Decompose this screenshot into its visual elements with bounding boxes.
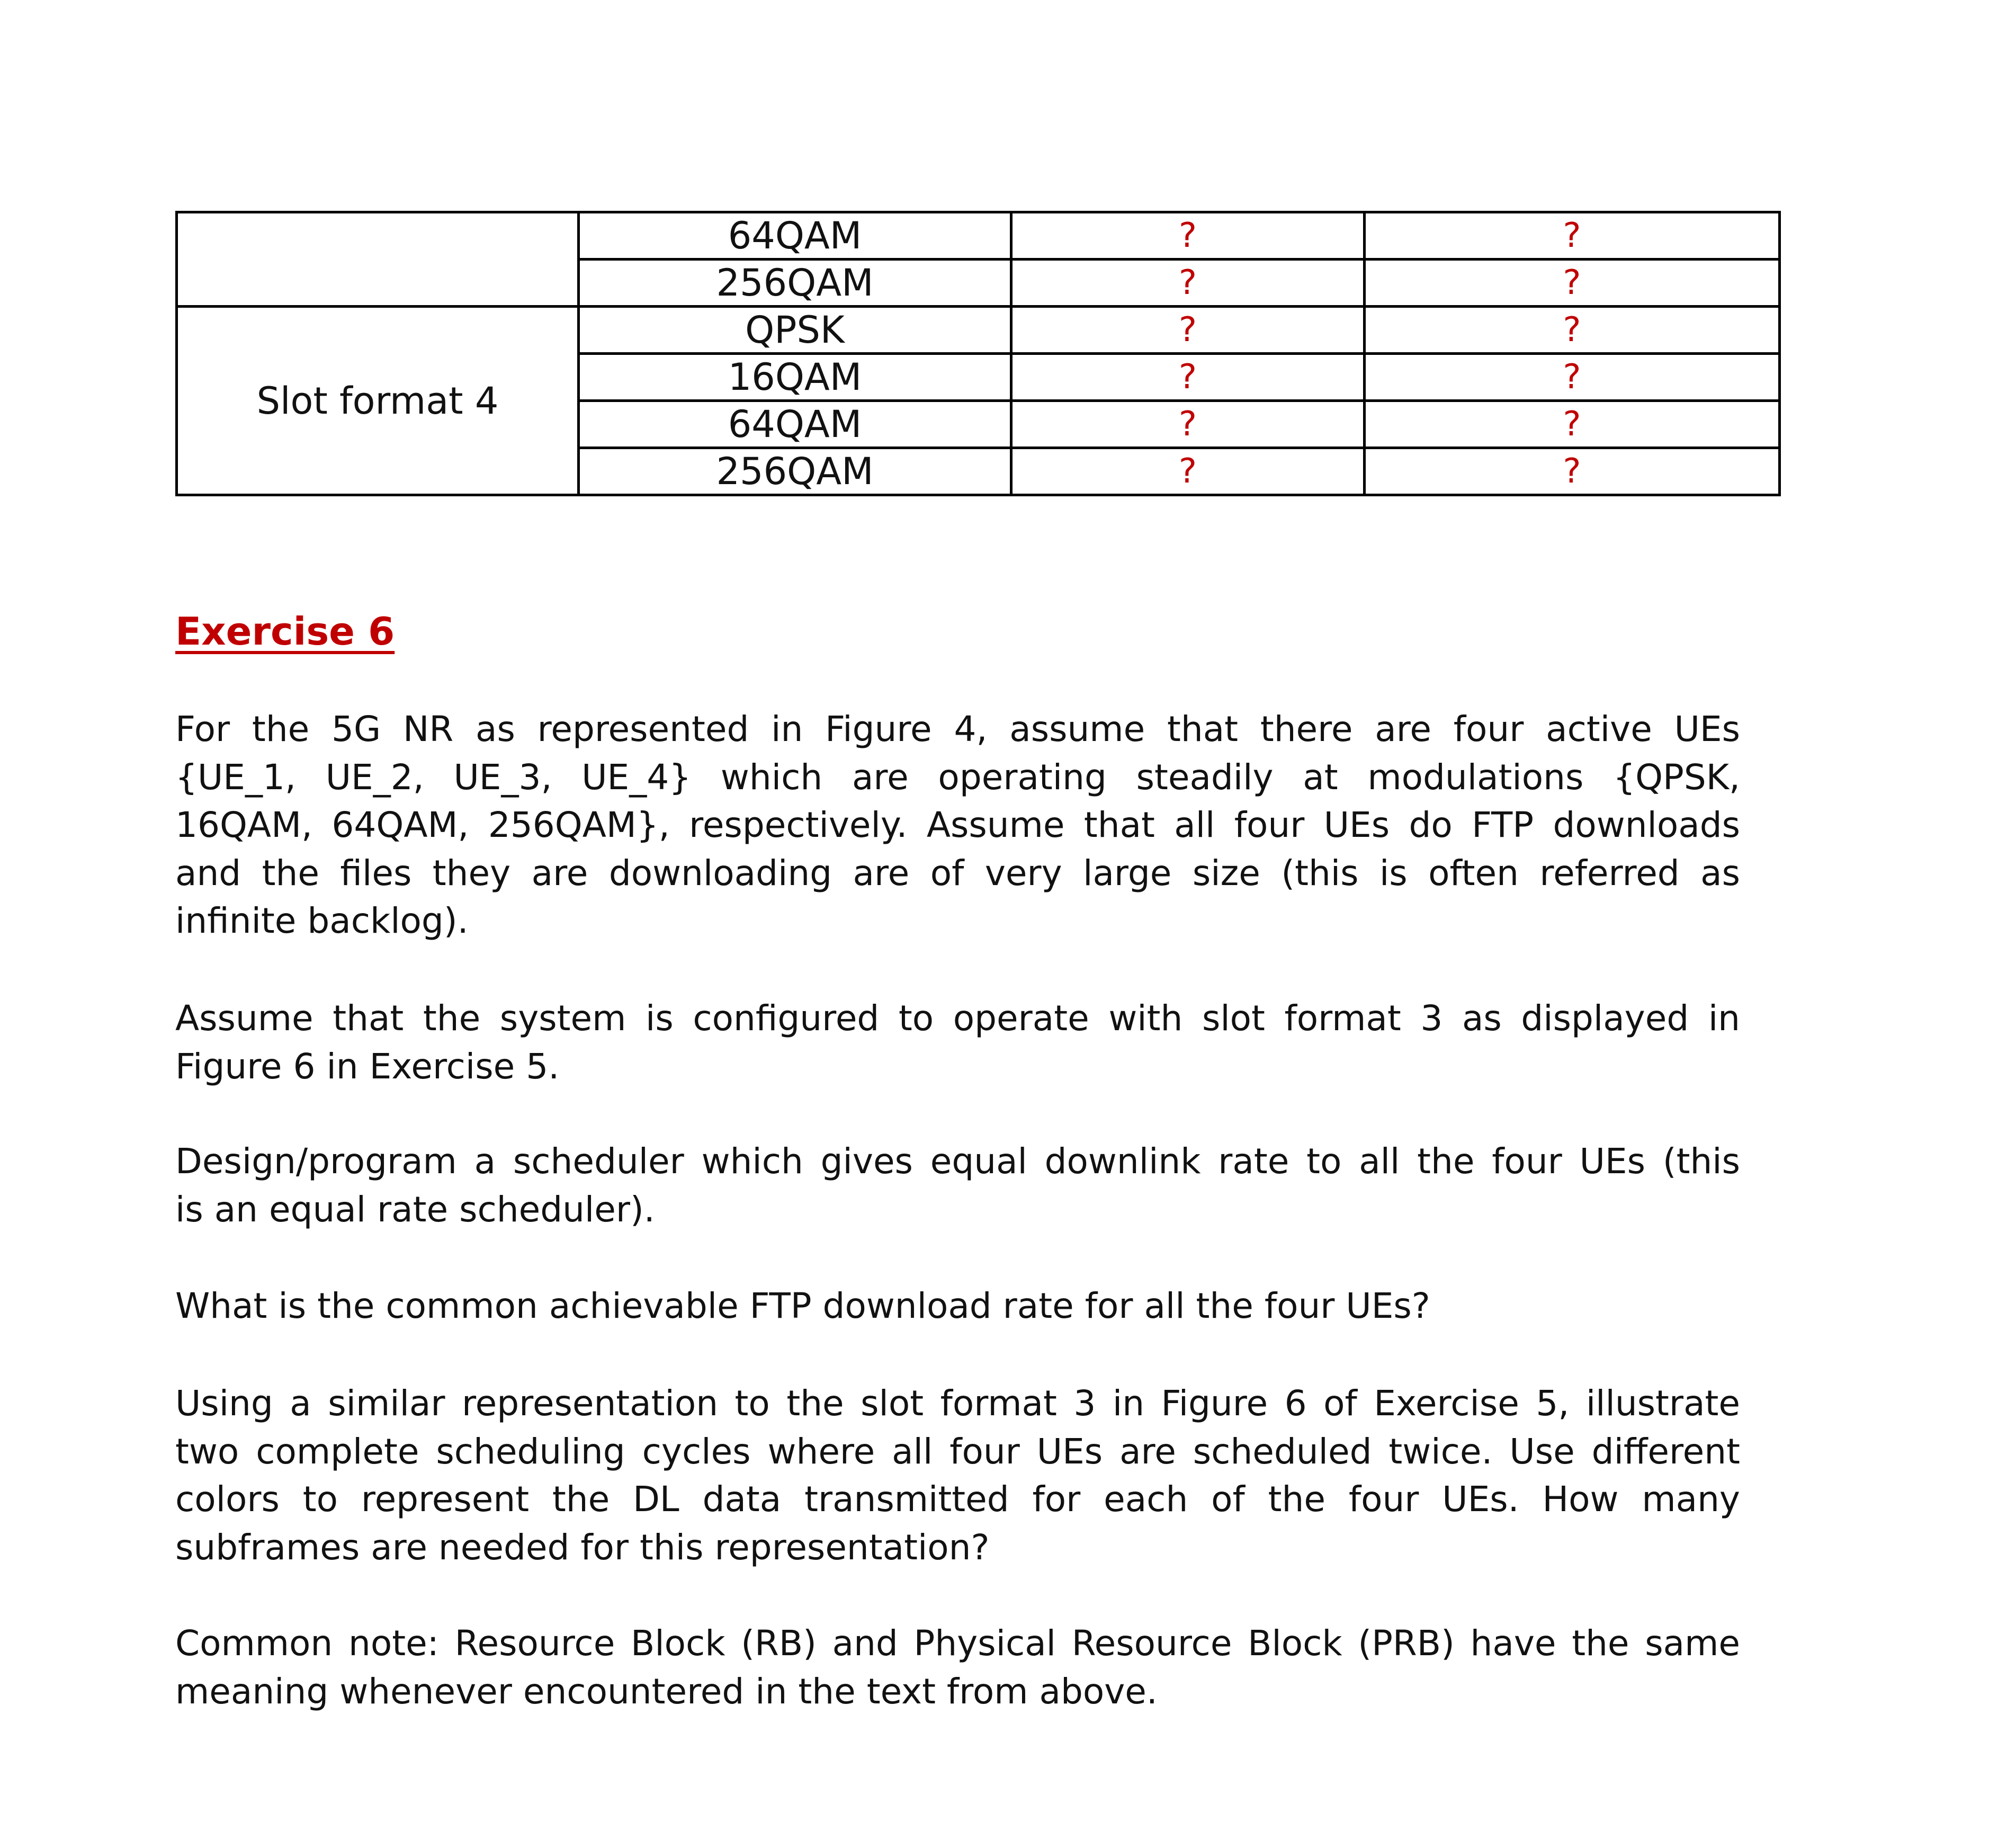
paragraph: [175, 1282, 1740, 1331]
value-cell: ?: [1365, 354, 1780, 401]
text-line: What is the common achievable FTP download rate for all the four UEs?: [175, 1285, 1430, 1326]
table-row: [177, 307, 1780, 354]
modulation-cell: 256QAM: [579, 260, 1011, 307]
text-line: meaning whenever encountered in the text from above.: [175, 1671, 1158, 1712]
value-cell: ?: [1365, 448, 1780, 495]
group-cell-empty: [177, 212, 579, 307]
value-cell: ?: [1365, 307, 1780, 354]
paragraph: [175, 995, 1740, 1091]
text-line: {UE_1, UE_2, UE_3, UE_4} which are operating steadily at modulations {QPSK,: [175, 756, 1740, 798]
text-line: infinite backlog).: [175, 900, 469, 941]
text-line: is an equal rate scheduler).: [175, 1189, 655, 1230]
modulation-cell: 256QAM: [579, 448, 1011, 495]
value-cell: ?: [1011, 354, 1365, 401]
value-cell: ?: [1011, 448, 1365, 495]
modulation-cell: 64QAM: [579, 212, 1011, 260]
text-line: colors to represent the DL data transmitted for each of the four UEs. How many: [175, 1479, 1740, 1520]
modulation-cell: QPSK: [579, 307, 1011, 354]
text-line: For the 5G NR as represented in Figure 4, assume that there are four active UEs: [175, 709, 1740, 749]
group-cell-slot-format-4: Slot format 4: [177, 307, 579, 495]
text-line: Design/program a scheduler which gives equal downlink rate to all the four UEs (this: [175, 1141, 1740, 1182]
value-cell: ?: [1011, 212, 1365, 260]
value-cell: ?: [1365, 260, 1780, 307]
value-cell: ?: [1011, 401, 1365, 448]
text-line: subframes are needed for this representation?: [175, 1526, 990, 1568]
value-cell: ?: [1011, 260, 1365, 307]
value-cell: ?: [1365, 401, 1780, 448]
text-line: two complete scheduling cycles where all four UEs are scheduled twice. Use different: [175, 1431, 1740, 1472]
modulation-table: [175, 211, 1781, 496]
paragraph: [175, 1138, 1740, 1234]
modulation-cell: 16QAM: [579, 354, 1011, 401]
paragraph: [175, 1380, 1740, 1572]
modulation-cell: 64QAM: [579, 401, 1011, 448]
text-line: Figure 6 in Exercise 5.: [175, 1046, 560, 1087]
value-cell: ?: [1011, 307, 1365, 354]
value-cell: ?: [1365, 212, 1780, 260]
text-line: Common note: Resource Block (RB) and Physical Resource Block (PRB) have the same: [175, 1623, 1740, 1664]
text-line: and the files they are downloading are of very large size (this is often referred as: [175, 852, 1740, 894]
text-line: 16QAM, 64QAM, 256QAM}, respectively. Assume that all four UEs do FTP downloads: [175, 805, 1740, 845]
text-line: Assume that the system is configured to operate with slot format 3 as displayed in: [175, 998, 1740, 1039]
exercise-heading: Exercise 6: [175, 609, 395, 654]
paragraph: [175, 1620, 1740, 1716]
paragraph: [175, 706, 1740, 945]
text-line: Using a similar representation to the slot format 3 in Figure 6 of Exercise 5, illustrate: [175, 1383, 1740, 1424]
table-row: [177, 212, 1780, 260]
